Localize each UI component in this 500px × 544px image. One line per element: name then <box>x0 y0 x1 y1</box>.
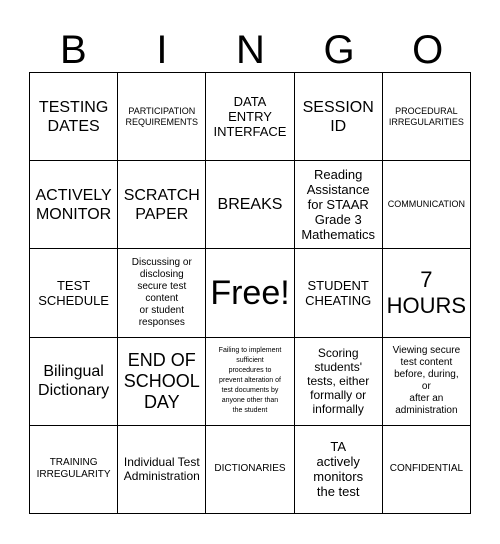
bingo-cell[interactable] <box>30 338 118 426</box>
cell-text: BREAKS <box>217 196 283 214</box>
bingo-cell[interactable] <box>206 426 294 514</box>
bingo-cell[interactable] <box>118 338 206 426</box>
cell-text: Individual Test Administration <box>123 455 200 484</box>
cell-text: TEST SCHEDULE <box>38 277 109 308</box>
bingo-cell[interactable] <box>383 426 471 514</box>
bingo-cell[interactable] <box>383 73 471 161</box>
free-space-text: Free! <box>210 273 290 312</box>
cell-text: TA actively monitors the test <box>313 439 364 500</box>
cell-text: CONFIDENTIAL <box>389 463 464 475</box>
cell-text: Failing to implement sufficient procedures to prevent alteration of test documents by anyone other than the student <box>218 347 282 415</box>
cell-text: SCRATCH PAPER <box>123 186 200 223</box>
bingo-cell[interactable] <box>30 161 118 249</box>
bingo-cell[interactable] <box>295 73 383 161</box>
cell-text: PROCEDURAL IRREGULARITIES <box>388 105 464 127</box>
cell-text: DATA ENTRY INTERFACE <box>213 94 287 140</box>
bingo-cell[interactable] <box>295 338 383 426</box>
cell-text: 7 HOURS <box>386 266 467 318</box>
cell-text: TRAINING IRREGULARITY <box>36 457 111 481</box>
header-letter-i: I <box>156 28 168 72</box>
bingo-cell[interactable] <box>118 426 206 514</box>
cell-text: ACTIVELY MONITOR <box>35 186 112 223</box>
bingo-cell[interactable] <box>383 338 471 426</box>
bingo-cell[interactable] <box>206 161 294 249</box>
cell-text: Viewing secure test content before, during, or after an administration <box>392 345 461 417</box>
cell-text: DICTIONARIES <box>214 463 286 475</box>
bingo-cell[interactable] <box>206 338 294 426</box>
cell-text: END OF SCHOOL DAY <box>123 349 200 412</box>
cell-text: SESSION ID <box>302 98 374 135</box>
bingo-cell[interactable] <box>30 73 118 161</box>
cell-text: PARTICIPATION REQUIREMENTS <box>125 105 199 127</box>
bingo-cell[interactable] <box>295 161 383 249</box>
cell-text: Discussing or disclosing secure test content or student responses <box>131 256 192 328</box>
cell-text: Reading Assistance for STAAR Grade 3 Mathematics <box>301 167 376 243</box>
bingo-cell[interactable] <box>383 161 471 249</box>
bingo-cell[interactable] <box>295 426 383 514</box>
header-letter-g: G <box>323 28 355 72</box>
bingo-cell[interactable] <box>383 249 471 337</box>
bingo-cell[interactable] <box>295 249 383 337</box>
cell-text: STUDENT CHEATING <box>305 277 372 308</box>
bingo-header <box>29 28 472 72</box>
bingo-cell[interactable] <box>118 73 206 161</box>
header-letter-b: B <box>59 28 87 72</box>
cell-text: Scoring students' tests, either formally or informally <box>307 346 370 417</box>
bingo-cell[interactable] <box>206 73 294 161</box>
free-space-cell[interactable] <box>206 249 294 337</box>
header-letter-n: N <box>236 28 265 72</box>
bingo-cell[interactable] <box>30 249 118 337</box>
cell-text: Bilingual Dictionary <box>38 363 110 400</box>
header-letter-o: O <box>412 28 444 72</box>
bingo-card-grid <box>29 72 471 514</box>
cell-text: TESTING DATES <box>38 98 109 135</box>
bingo-cell[interactable] <box>30 426 118 514</box>
bingo-cell[interactable] <box>118 249 206 337</box>
bingo-cell[interactable] <box>118 161 206 249</box>
cell-text: COMMUNICATION <box>387 199 466 210</box>
